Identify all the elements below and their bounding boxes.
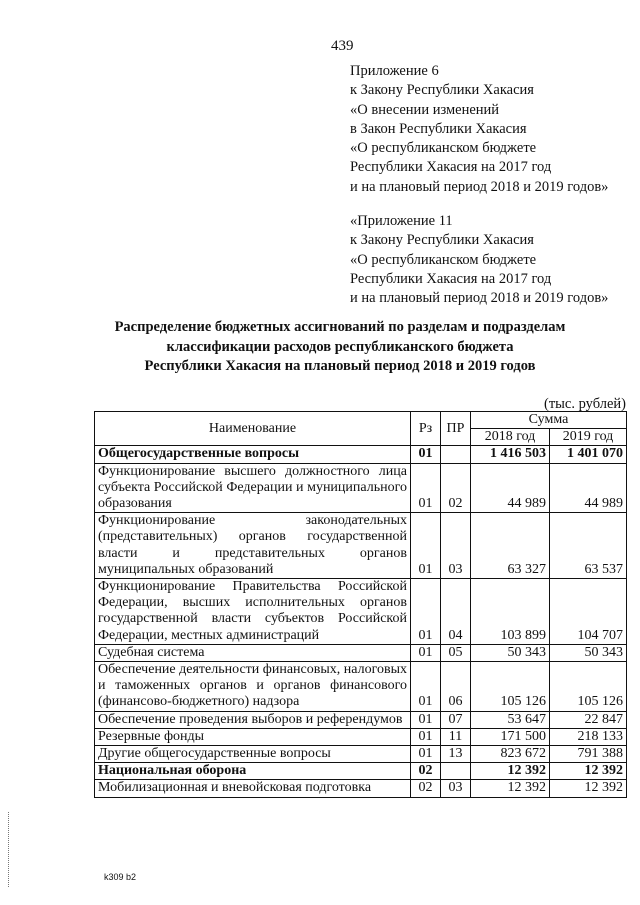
table-body bbox=[95, 446, 627, 797]
row-name: Национальная оборона bbox=[95, 763, 411, 780]
row-2019: 44 989 bbox=[550, 463, 627, 513]
row-name: Судебная система bbox=[95, 644, 411, 661]
table-row bbox=[95, 644, 627, 661]
table-row bbox=[95, 662, 627, 712]
row-pr: 07 bbox=[441, 711, 471, 728]
document-title bbox=[60, 318, 620, 377]
appendix-6-line: Республики Хакасия на 2017 год bbox=[350, 159, 552, 176]
header-name: Наименование bbox=[95, 412, 411, 446]
title-line: Распределение бюджетных ассигнований по разделам и подразделам bbox=[114, 319, 566, 335]
row-2018: 103 899 bbox=[471, 579, 550, 645]
row-name: Функционирование законодательных (представительных) органов государственной власти и представительных органов муниципальных образований bbox=[95, 513, 411, 579]
page-number: 439 bbox=[331, 38, 354, 54]
table-row bbox=[95, 763, 627, 780]
appendix-6-line: «О внесении изменений bbox=[350, 101, 500, 118]
row-2019: 12 392 bbox=[550, 763, 627, 780]
row-2019: 218 133 bbox=[550, 728, 627, 745]
row-2019: 105 126 bbox=[550, 662, 627, 712]
row-name: Обеспечение проведения выборов и референдумов bbox=[95, 711, 411, 728]
row-2019: 63 537 bbox=[550, 513, 627, 579]
units-label: (тыс. рублей) bbox=[544, 396, 626, 412]
row-2018: 12 392 bbox=[471, 780, 550, 797]
row-rz: 01 bbox=[411, 662, 441, 712]
appendix-6-header bbox=[350, 62, 608, 197]
row-2018: 44 989 bbox=[471, 463, 550, 513]
table-row bbox=[95, 780, 627, 797]
row-name: Обеспечение деятельности финансовых, налоговых и таможенных органов и органов финансового (финансово-бюджетного) надзора bbox=[95, 662, 411, 712]
row-rz: 01 bbox=[411, 463, 441, 513]
row-2018: 63 327 bbox=[471, 513, 550, 579]
row-rz: 01 bbox=[411, 728, 441, 745]
row-pr: 13 bbox=[441, 746, 471, 763]
row-2018: 171 500 bbox=[471, 728, 550, 745]
row-name: Функционирование высшего должностного лица субъекта Российской Федерации и муниципального образования bbox=[95, 463, 411, 513]
row-pr: 05 bbox=[441, 644, 471, 661]
row-2019: 22 847 bbox=[550, 711, 627, 728]
row-rz: 01 bbox=[411, 446, 441, 463]
row-rz: 01 bbox=[411, 579, 441, 645]
title-line: Республики Хакасия на плановый период 2018 и 2019 годов bbox=[144, 358, 536, 374]
table-row bbox=[95, 711, 627, 728]
header-2019: 2019 год bbox=[550, 429, 627, 446]
row-name: Другие общегосударственные вопросы bbox=[95, 746, 411, 763]
budget-table bbox=[94, 411, 627, 798]
appendix-6-line: «О республиканском бюджете bbox=[350, 140, 537, 157]
row-2018: 53 647 bbox=[471, 711, 550, 728]
row-rz: 01 bbox=[411, 711, 441, 728]
appendix-11-line: «Приложение 11 bbox=[350, 213, 453, 229]
row-rz: 01 bbox=[411, 644, 441, 661]
row-2019: 104 707 bbox=[550, 579, 627, 645]
row-rz: 02 bbox=[411, 780, 441, 797]
table-row bbox=[95, 463, 627, 513]
row-pr bbox=[441, 446, 471, 463]
header-rz: Рз bbox=[411, 412, 441, 446]
table-header-row bbox=[95, 412, 627, 429]
row-pr: 11 bbox=[441, 728, 471, 745]
row-name: Функционирование Правительства Российской Федерации, высших исполнительных органов государственной власти субъектов Российской Федерации, местных администраций bbox=[95, 579, 411, 645]
table-row bbox=[95, 746, 627, 763]
row-name: Общегосударственные вопросы bbox=[95, 446, 411, 463]
appendix-11-line: и на плановый период 2018 и 2019 годов» bbox=[350, 290, 609, 307]
header-2018: 2018 год bbox=[471, 429, 550, 446]
table-row bbox=[95, 579, 627, 645]
row-2018: 823 672 bbox=[471, 746, 550, 763]
row-2019: 1 401 070 bbox=[550, 446, 627, 463]
row-2019: 50 343 bbox=[550, 644, 627, 661]
header-sum: Сумма bbox=[471, 412, 627, 429]
appendix-11-line: к Закону Республики Хакасия bbox=[350, 232, 534, 249]
row-rz: 01 bbox=[411, 746, 441, 763]
appendix-11-line: «О республиканском бюджете bbox=[350, 251, 537, 268]
row-2019: 12 392 bbox=[550, 780, 627, 797]
title-line: классификации расходов республиканского бюджета bbox=[166, 338, 514, 355]
row-2018: 1 416 503 bbox=[471, 446, 550, 463]
row-2018: 50 343 bbox=[471, 644, 550, 661]
footer-mark: k309 b2 bbox=[104, 872, 137, 882]
appendix-11-header bbox=[350, 212, 608, 308]
appendix-6-line: и на плановый период 2018 и 2019 годов» bbox=[350, 178, 609, 195]
appendix-11-line: Республики Хакасия на 2017 год bbox=[350, 270, 552, 287]
header-pr: ПР bbox=[441, 412, 471, 446]
row-pr: 02 bbox=[441, 463, 471, 513]
row-pr: 03 bbox=[441, 780, 471, 797]
row-rz: 01 bbox=[411, 513, 441, 579]
row-name: Мобилизационная и вневойсковая подготовка bbox=[95, 780, 411, 797]
row-pr: 04 bbox=[441, 579, 471, 645]
appendix-6-line: к Закону Республики Хакасия bbox=[350, 82, 534, 99]
appendix-6-line: в Закон Республики Хакасия bbox=[350, 120, 527, 137]
row-rz: 02 bbox=[411, 763, 441, 780]
table-row bbox=[95, 513, 627, 579]
margin-marks bbox=[8, 812, 11, 887]
table-row bbox=[95, 446, 627, 463]
table-row bbox=[95, 728, 627, 745]
row-2018: 105 126 bbox=[471, 662, 550, 712]
row-2018: 12 392 bbox=[471, 763, 550, 780]
row-pr: 03 bbox=[441, 513, 471, 579]
row-pr bbox=[441, 763, 471, 780]
row-pr: 06 bbox=[441, 662, 471, 712]
row-name: Резервные фонды bbox=[95, 728, 411, 745]
appendix-6-line: Приложение 6 bbox=[350, 63, 439, 79]
row-2019: 791 388 bbox=[550, 746, 627, 763]
